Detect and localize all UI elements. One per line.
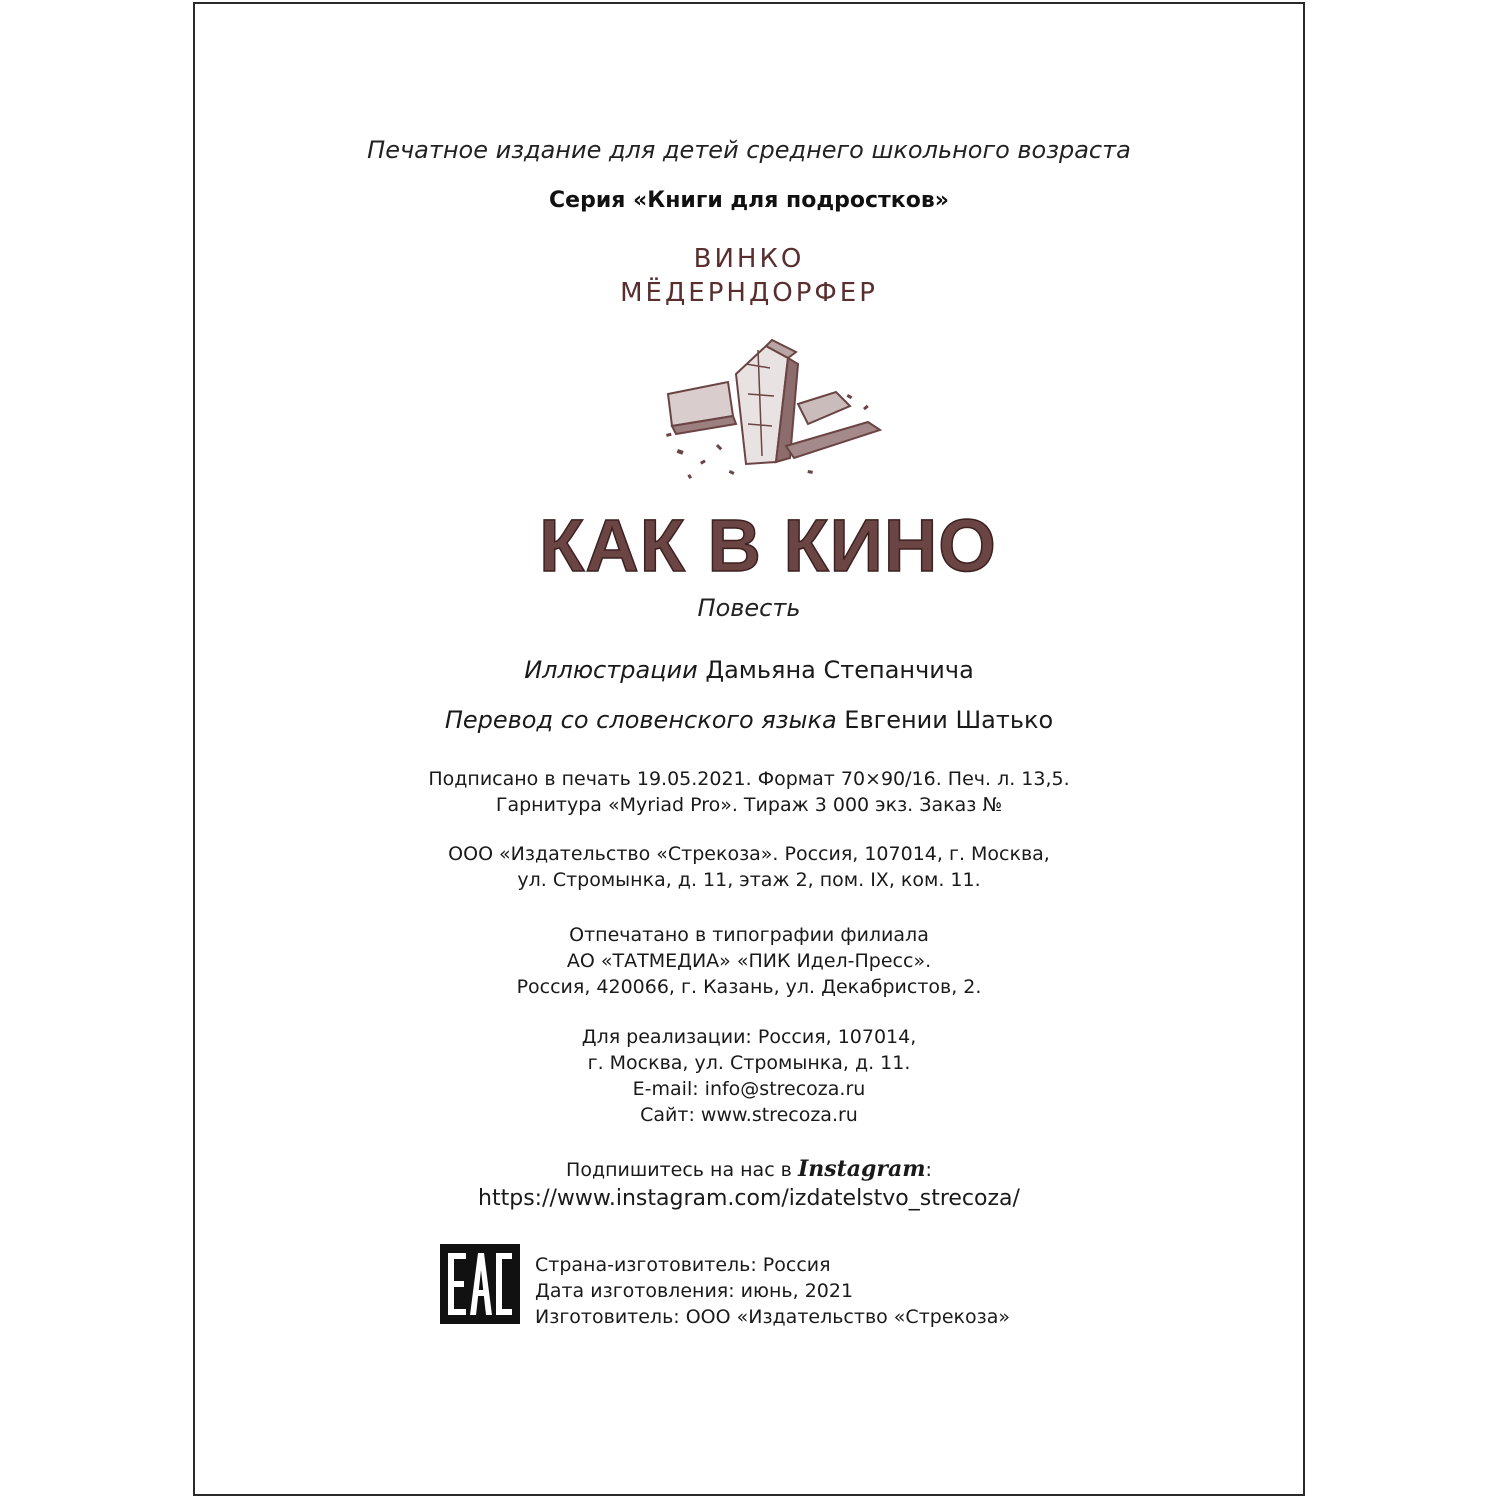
grater-illustration: [658, 334, 898, 484]
manufacture-date: Дата изготовления: июнь, 2021: [535, 1280, 854, 1302]
series-title: Серия «Книги для подростков»: [549, 188, 949, 213]
translator-credit: [195, 706, 1303, 734]
author-first-name: ВИНКО: [693, 244, 805, 274]
eac-certification-icon: [440, 1244, 520, 1324]
social-prefix: Подпишитесь на нас в: [566, 1159, 792, 1181]
book-title: КАК В КИНО: [539, 504, 997, 587]
instagram-logo-word: Instagram: [797, 1156, 926, 1182]
audience-note: Печатное издание для детей среднего школьного возраста: [367, 136, 1131, 164]
manufacturer-name: Изготовитель: ООО «Издательство «Стрекоза»: [535, 1306, 1010, 1328]
illustrator-label: Иллюстрации: [524, 656, 698, 684]
printer-line-1: Отпечатано в типографии филиала: [569, 924, 929, 946]
author-last-name: МЁДЕРНДОРФЕР: [620, 278, 878, 308]
social-suffix: :: [925, 1159, 932, 1181]
translator-label: Перевод со словенского языка: [444, 706, 837, 734]
distribution-line-2: г. Москва, ул. Стромынка, д. 11.: [587, 1052, 911, 1074]
social-invite: [195, 1156, 1303, 1182]
distribution-email: E-mail: info@strecoza.ru: [632, 1078, 866, 1100]
genre-label: Повесть: [697, 594, 801, 622]
instagram-url[interactable]: https://www.instagram.com/izdatelstvo_strecoza/: [478, 1186, 1020, 1211]
imprint-line-1: Подписано в печать 19.05.2021. Формат 70×90/16. Печ. л. 13,5.: [428, 768, 1070, 790]
book-title-logo: [539, 501, 997, 587]
imprint-line-2: Гарнитура «Myriad Pro». Тираж 3 000 экз. Заказ №: [495, 794, 1003, 816]
distribution-line-1: Для реализации: Россия, 107014,: [581, 1026, 917, 1048]
manufacturer-country: Страна-изготовитель: Россия: [535, 1254, 831, 1276]
book-page: [193, 2, 1305, 1496]
illustrator-name: Дамьяна Степанчича: [705, 656, 974, 684]
distribution-site: Сайт: www.strecoza.ru: [640, 1104, 858, 1126]
illustrator-credit: [195, 656, 1303, 684]
printer-line-2: АО «ТАТМЕДИА» «ПИК Идел-Пресс».: [566, 950, 932, 972]
printer-line-3: Россия, 420066, г. Казань, ул. Декабристов, 2.: [516, 976, 982, 998]
publisher-line-2: ул. Стромынка, д. 11, этаж 2, пом. IX, ком. 11.: [517, 869, 981, 891]
translator-name: Евгении Шатько: [844, 706, 1054, 734]
publisher-line-1: ООО «Издательство «Стрекоза». Россия, 107014, г. Москва,: [448, 843, 1050, 865]
